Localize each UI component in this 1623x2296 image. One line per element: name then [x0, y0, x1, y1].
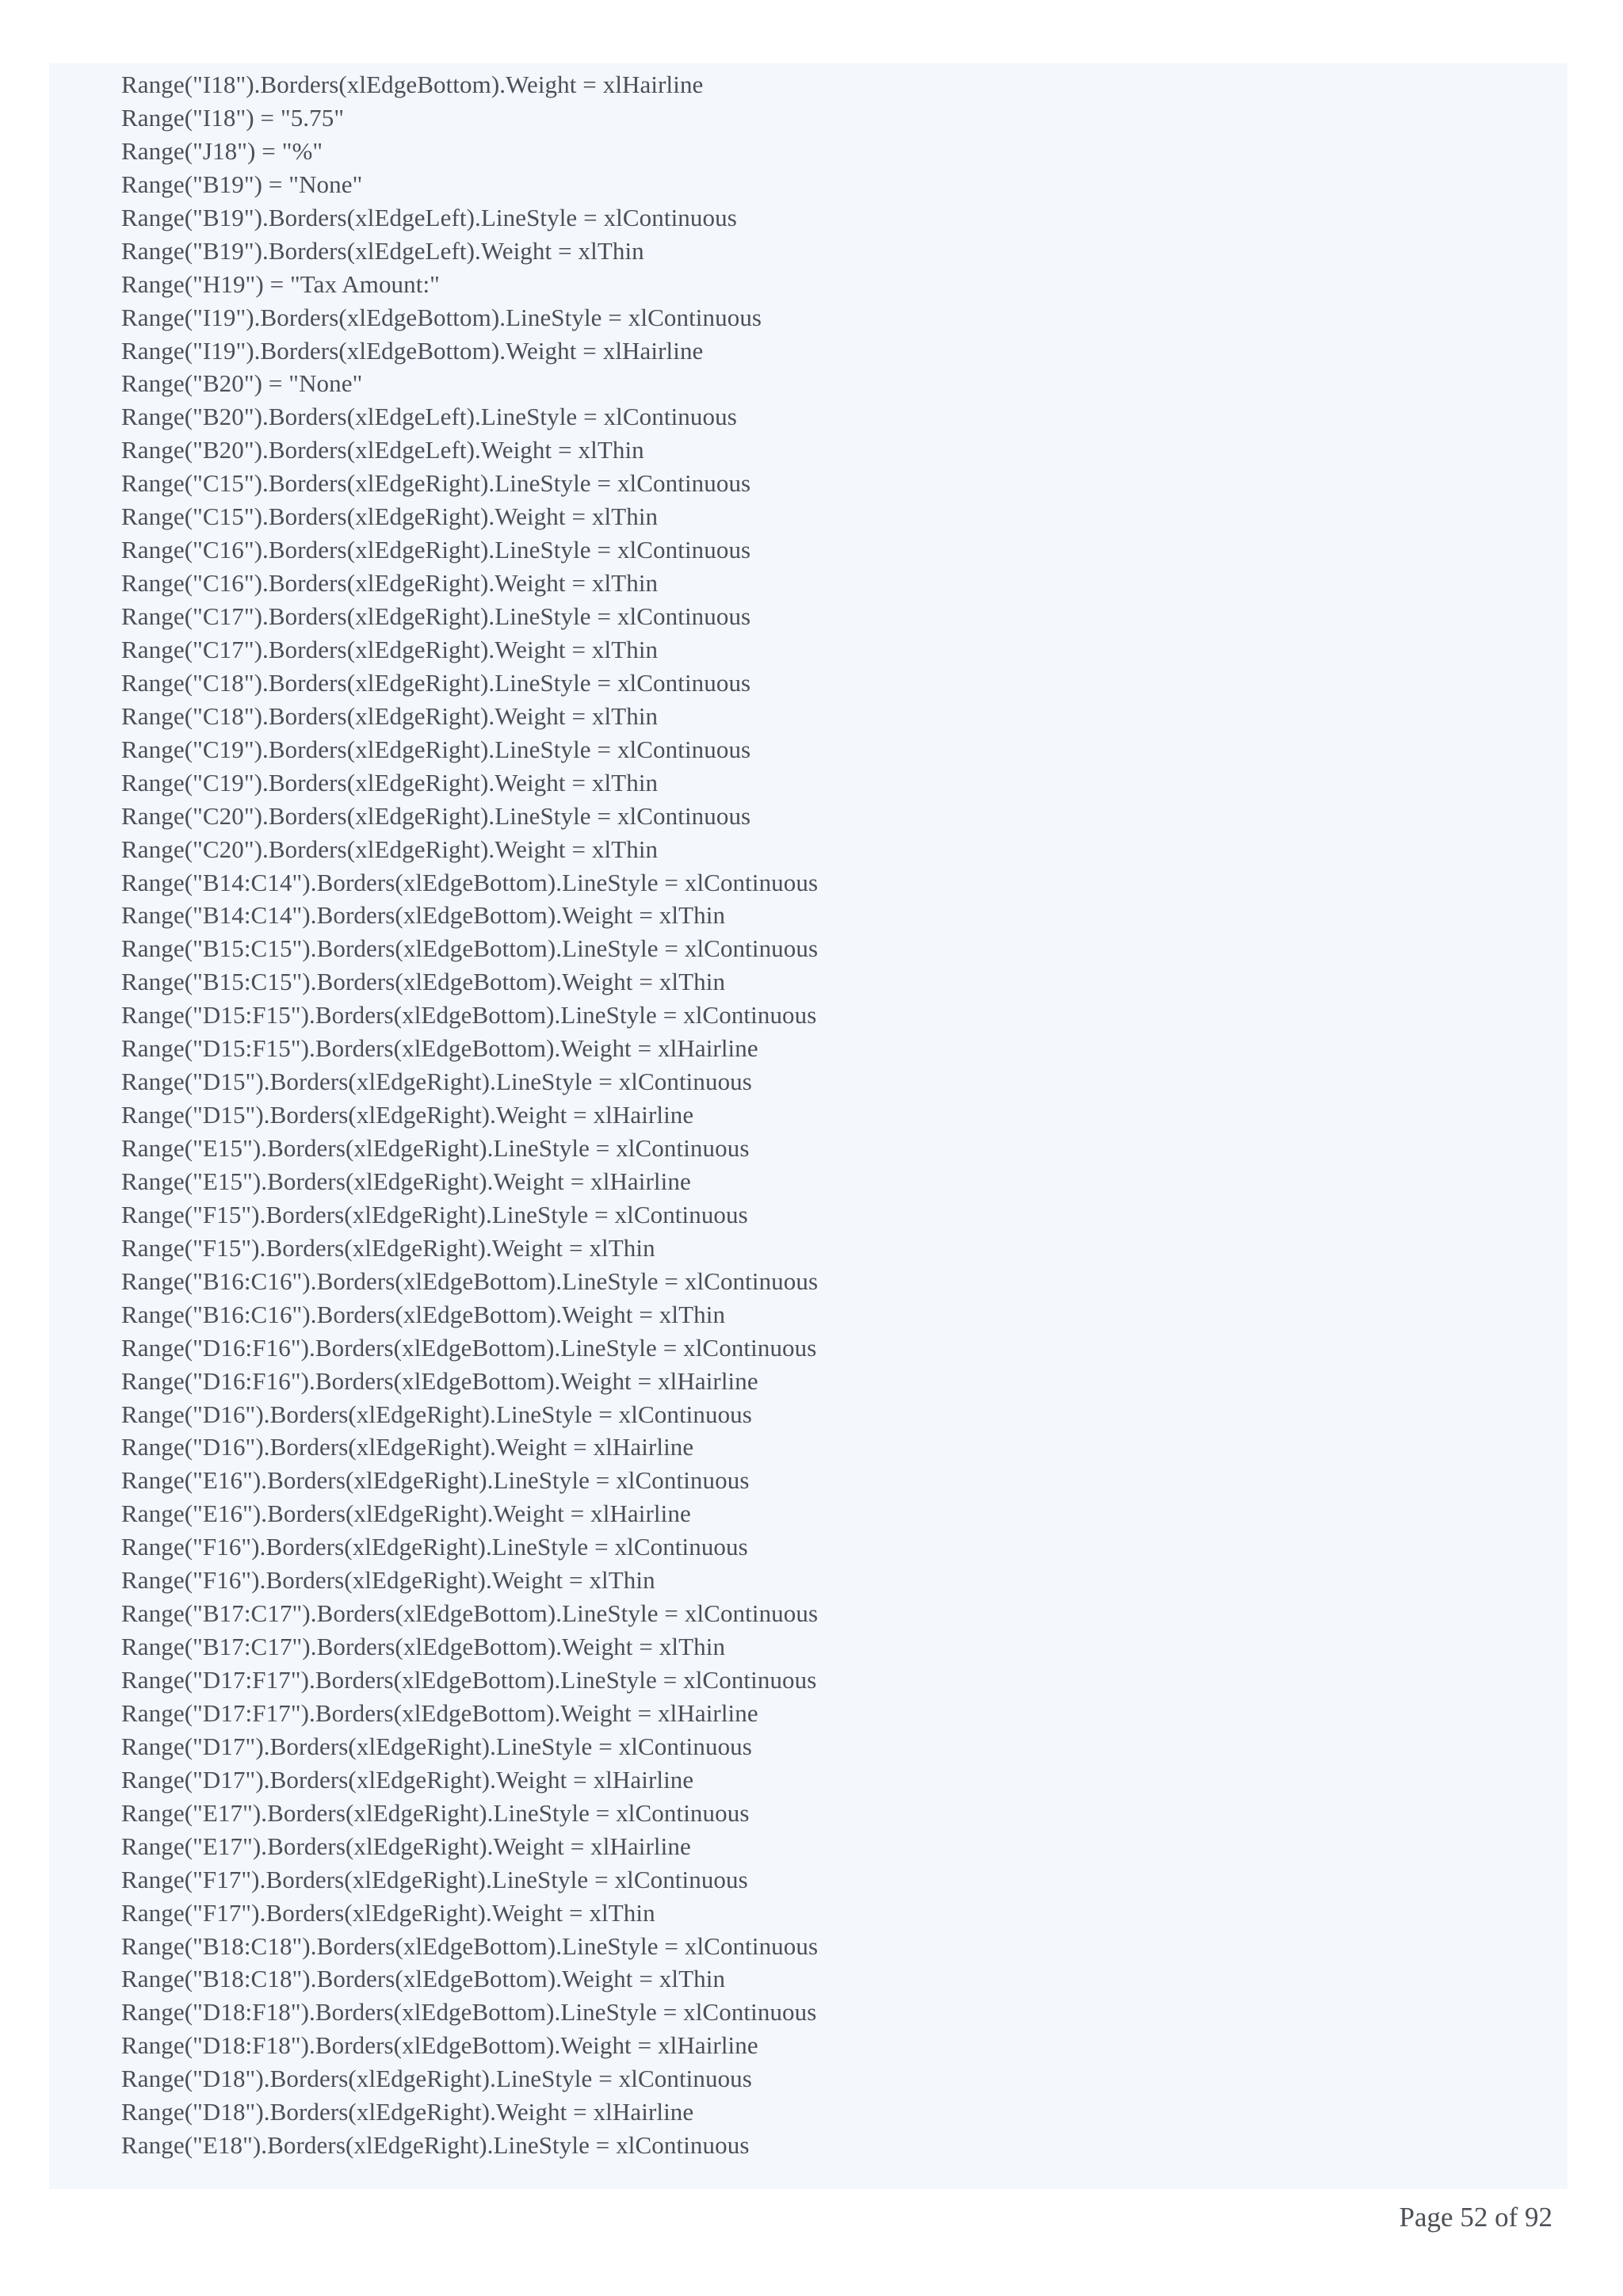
- code-line: Range("C17").Borders(xlEdgeRight).Weight = xlThin: [121, 635, 659, 663]
- code-line: Range("D15").Borders(xlEdgeRight).LineStyle = xlContinuous: [121, 1068, 752, 1096]
- code-line: Range("H19") = "Tax Amount:": [121, 269, 440, 298]
- code-line: Range("C19").Borders(xlEdgeRight).LineStyle = xlContinuous: [121, 735, 751, 763]
- code-line: Range("F15").Borders(xlEdgeRight).Weight = xlThin: [121, 1233, 655, 1262]
- code-line: Range("D15:F15").Borders(xlEdgeBottom).LineStyle = xlContinuous: [121, 1001, 817, 1030]
- code-line: Range("B17:C17").Borders(xlEdgeBottom).LineStyle = xlContinuous: [121, 1599, 819, 1628]
- code-line: Range("F16").Borders(xlEdgeRight).Weight = xlThin: [121, 1566, 655, 1595]
- code-line: Range("D18:F18").Borders(xlEdgeBottom).LineStyle = xlContinuous: [121, 1998, 817, 2027]
- code-line: Range("C15").Borders(xlEdgeRight).Weight = xlThin: [121, 502, 659, 531]
- code-line: Range("J18") = "%": [121, 136, 323, 165]
- code-line: Range("D17").Borders(xlEdgeRight).Weight = xlHairline: [121, 1765, 694, 1794]
- code-line: Range("B19").Borders(xlEdgeLeft).LineStyle = xlContinuous: [121, 203, 737, 231]
- code-line: Range("F15").Borders(xlEdgeRight).LineStyle = xlContinuous: [121, 1200, 748, 1228]
- code-line: Range("C17").Borders(xlEdgeRight).LineStyle = xlContinuous: [121, 602, 751, 630]
- code-line: Range("B18:C18").Borders(xlEdgeBottom).Weight = xlThin: [121, 1965, 726, 1993]
- code-block: [49, 63, 1568, 2189]
- code-line: Range("E17").Borders(xlEdgeRight).LineStyle = xlContinuous: [121, 1798, 750, 1827]
- code-line: Range("D16:F16").Borders(xlEdgeBottom).LineStyle = xlContinuous: [121, 1333, 817, 1362]
- code-line: Range("B14:C14").Borders(xlEdgeBottom).LineStyle = xlContinuous: [121, 868, 819, 896]
- code-line: Range("C20").Borders(xlEdgeRight).LineStyle = xlContinuous: [121, 801, 751, 830]
- code-lines: [121, 68, 818, 2162]
- code-line: Range("E16").Borders(xlEdgeRight).LineStyle = xlContinuous: [121, 1466, 750, 1495]
- code-line: Range("F17").Borders(xlEdgeRight).Weight = xlThin: [121, 1898, 655, 1927]
- code-line: Range("C20").Borders(xlEdgeRight).Weight = xlThin: [121, 835, 659, 863]
- code-line: Range("E15").Borders(xlEdgeRight).Weight = xlHairline: [121, 1167, 691, 1195]
- code-line: Range("E15").Borders(xlEdgeRight).LineStyle = xlContinuous: [121, 1134, 750, 1162]
- code-line: Range("B15:C15").Borders(xlEdgeBottom).Weight = xlThin: [121, 968, 726, 996]
- code-line: Range("I19").Borders(xlEdgeBottom).LineStyle = xlContinuous: [121, 303, 762, 331]
- code-line: Range("B15:C15").Borders(xlEdgeBottom).LineStyle = xlContinuous: [121, 934, 819, 963]
- code-line: Range("C18").Borders(xlEdgeRight).LineStyle = xlContinuous: [121, 668, 751, 697]
- code-line: Range("D17:F17").Borders(xlEdgeBottom).Weight = xlHairline: [121, 1698, 758, 1727]
- code-line: Range("B17:C17").Borders(xlEdgeBottom).Weight = xlThin: [121, 1633, 726, 1661]
- code-line: Range("C18").Borders(xlEdgeRight).Weight = xlThin: [121, 701, 659, 730]
- code-line: Range("B18:C18").Borders(xlEdgeBottom).LineStyle = xlContinuous: [121, 1931, 819, 1960]
- code-line: Range("C19").Borders(xlEdgeRight).Weight = xlThin: [121, 768, 659, 797]
- code-line: Range("D18").Borders(xlEdgeRight).LineStyle = xlContinuous: [121, 2065, 752, 2093]
- code-line: Range("D18:F18").Borders(xlEdgeBottom).Weight = xlHairline: [121, 2031, 758, 2060]
- code-line: Range("I18") = "5.75": [121, 103, 345, 132]
- code-line: Range("B19").Borders(xlEdgeLeft).Weight = xlThin: [121, 236, 644, 265]
- code-line: Range("C16").Borders(xlEdgeRight).Weight = xlThin: [121, 569, 659, 598]
- code-line: Range("D18").Borders(xlEdgeRight).Weight = xlHairline: [121, 2098, 694, 2126]
- code-line: Range("D17").Borders(xlEdgeRight).LineStyle = xlContinuous: [121, 1732, 752, 1760]
- code-line: Range("B20").Borders(xlEdgeLeft).Weight = xlThin: [121, 436, 644, 464]
- code-line: Range("C15").Borders(xlEdgeRight).LineStyle = xlContinuous: [121, 469, 751, 498]
- code-line: Range("D16").Borders(xlEdgeRight).LineStyle = xlContinuous: [121, 1400, 752, 1428]
- code-line: Range("E18").Borders(xlEdgeRight).LineStyle = xlContinuous: [121, 2131, 750, 2160]
- code-line: Range("C16").Borders(xlEdgeRight).LineStyle = xlContinuous: [121, 536, 751, 564]
- code-line: Range("E16").Borders(xlEdgeRight).Weight = xlHairline: [121, 1499, 691, 1528]
- code-line: Range("B16:C16").Borders(xlEdgeBottom).Weight = xlThin: [121, 1300, 726, 1328]
- page-number: Page 52 of 92: [1399, 2202, 1552, 2233]
- code-line: Range("D16").Borders(xlEdgeRight).Weight = xlHairline: [121, 1433, 694, 1461]
- code-line: Range("B16:C16").Borders(xlEdgeBottom).LineStyle = xlContinuous: [121, 1266, 819, 1295]
- code-line: Range("D15").Borders(xlEdgeRight).Weight = xlHairline: [121, 1101, 694, 1129]
- code-line: Range("D16:F16").Borders(xlEdgeBottom).Weight = xlHairline: [121, 1366, 758, 1395]
- code-line: Range("I19").Borders(xlEdgeBottom).Weight = xlHairline: [121, 336, 704, 365]
- code-line: Range("D15:F15").Borders(xlEdgeBottom).Weight = xlHairline: [121, 1034, 758, 1063]
- code-line: Range("F16").Borders(xlEdgeRight).LineStyle = xlContinuous: [121, 1533, 748, 1561]
- code-line: Range("B19") = "None": [121, 170, 363, 198]
- code-line: Range("I18").Borders(xlEdgeBottom).Weight = xlHairline: [121, 71, 704, 98]
- code-line: Range("B20") = "None": [121, 369, 363, 398]
- code-line: Range("F17").Borders(xlEdgeRight).LineStyle = xlContinuous: [121, 1865, 748, 1893]
- code-line: Range("D17:F17").Borders(xlEdgeBottom).LineStyle = xlContinuous: [121, 1666, 817, 1694]
- code-line: Range("E17").Borders(xlEdgeRight).Weight = xlHairline: [121, 1832, 691, 1860]
- code-line: Range("B14:C14").Borders(xlEdgeBottom).Weight = xlThin: [121, 901, 726, 930]
- code-line: Range("B20").Borders(xlEdgeLeft).LineStyle = xlContinuous: [121, 403, 737, 431]
